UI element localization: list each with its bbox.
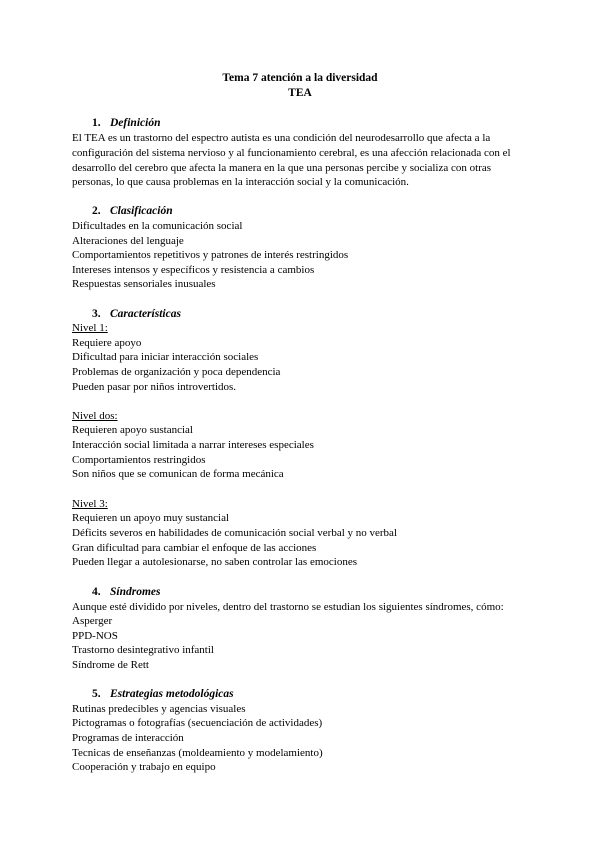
list-item: Requieren un apoyo muy sustancial [72, 512, 230, 524]
section-number: 2. [92, 205, 101, 217]
list-item: Problemas de organización y poca dependencia [72, 366, 281, 378]
list-item: PPD-NOS [72, 630, 118, 642]
list-item: Respuestas sensoriales inusuales [72, 278, 216, 290]
paragraph-line: desarrollo del cerebro que afecta la manera en la que una personas percibe y socializa con otras [72, 162, 492, 174]
list-item: Comportamientos restringidos [72, 454, 206, 466]
section-heading-sindromes [92, 585, 161, 599]
section-number: 3. [92, 308, 101, 320]
section-title: Síndromes [110, 586, 161, 598]
list-item: Dificultad para iniciar interacción sociales [72, 351, 259, 363]
document-title: Tema 7 atención a la diversidad [222, 72, 378, 84]
list-item: Intereses intensos y específicos y resistencia a cambios [72, 264, 315, 276]
list-item: Pueden pasar por niños introvertidos. [72, 381, 237, 393]
list-item: Cooperación y trabajo en equipo [72, 761, 216, 773]
list-item: Síndrome de Rett [72, 659, 149, 671]
list-item: Pictogramas o fotografías (secuenciación de actividades) [72, 717, 323, 729]
list-item: Requieren apoyo sustancial [72, 424, 193, 436]
section-title: Estrategias metodológicas [110, 688, 234, 700]
list-item: Son niños que se comunican de forma mecánica [72, 468, 284, 480]
list-item: Dificultades en la comunicación social [72, 220, 243, 232]
list-item: Rutinas predecibles y agencias visuales [72, 703, 246, 715]
list-item: Alteraciones del lenguaje [72, 235, 184, 247]
level-label: Nivel 1: [72, 322, 108, 334]
section-heading-estrategias [92, 687, 234, 701]
paragraph-line: El TEA es un trastorno del espectro autista es una condición del neurodesarrollo que afecta a la [72, 132, 491, 144]
level-label: Nivel 3: [72, 498, 108, 510]
level-label: Nivel dos: [72, 410, 118, 422]
list-item: Asperger [72, 615, 113, 627]
list-item: Gran dificultad para cambiar el enfoque de las acciones [72, 542, 317, 554]
list-item: Pueden llegar a autolesionarse, no saben controlar las emociones [72, 556, 357, 568]
paragraph-line: Aunque esté dividido por niveles, dentro del trastorno se estudian los siguientes síndromes, cómo: [72, 601, 504, 613]
section-title: Características [110, 308, 181, 320]
section-heading-definicion [92, 116, 160, 130]
paragraph-line: configuración del sistema nervioso y al funcionamiento cerebral, es una afección relacionada con el [72, 147, 511, 159]
paragraph-line: personas, lo que causa problemas en la interacción social y la comunicación. [72, 176, 409, 188]
list-item: Trastorno desintegrativo infantil [72, 644, 214, 656]
section-title: Clasificación [110, 205, 173, 217]
section-heading-caracteristicas [92, 307, 181, 321]
list-item: Comportamientos repetitivos y patrones de interés restringidos [72, 249, 349, 261]
list-item: Programas de interacción [72, 732, 184, 744]
section-number: 5. [92, 688, 101, 700]
section-number: 1. [92, 117, 101, 129]
list-item: Déficits severos en habilidades de comunicación social verbal y no verbal [72, 527, 397, 539]
section-heading-clasificacion [92, 204, 173, 218]
list-item: Requiere apoyo [72, 337, 142, 349]
section-title: Definición [110, 117, 161, 129]
list-item: Interacción social limitada a narrar intereses especiales [72, 439, 314, 451]
list-item: Tecnicas de enseñanzas (moldeamiento y modelamiento) [72, 747, 323, 759]
document-subtitle: TEA [288, 87, 312, 99]
section-number: 4. [92, 586, 101, 598]
